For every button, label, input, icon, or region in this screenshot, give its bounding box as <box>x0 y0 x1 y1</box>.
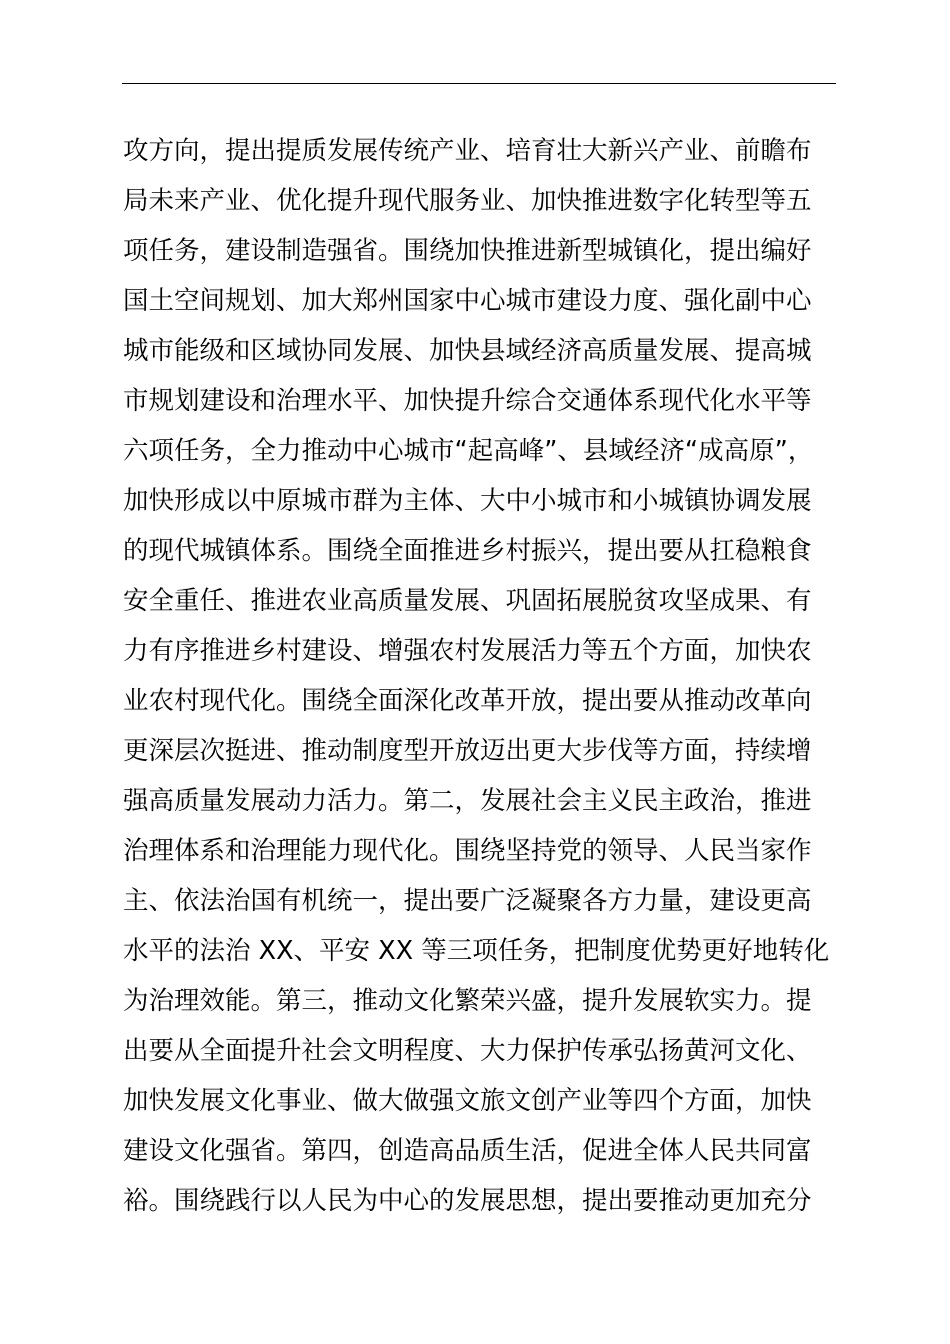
text-line: 城市能级和区域协同发展、加快县域经济高质量发展、提高城 <box>123 336 812 366</box>
text-line: 国土空间规划、加大郑州国家中心城市建设力度、强化副中心 <box>123 286 812 316</box>
text-line: 裕。围绕践行以人民为中心的发展思想，提出要推动更加充分 <box>123 1186 812 1216</box>
text-line: 力有序推进乡村建设、增强农村发展活力等五个方面，加快农 <box>123 636 812 666</box>
text-line: 攻方向，提出提质发展传统产业、培育壮大新兴产业、前瞻布 <box>123 136 812 166</box>
text-line: 主、依法治国有机统一，提出要广泛凝聚各方力量，建设更高 <box>123 886 812 916</box>
text-line: 更深层次挺进、推动制度型开放迈出更大步伐等方面，持续增 <box>123 736 812 766</box>
text-line: 加快发展文化事业、做大做强文旅文创产业等四个方面，加快 <box>123 1086 812 1116</box>
text-line: 强高质量发展动力活力。第二，发展社会主义民主政治，推进 <box>123 786 812 816</box>
text-line: 水平的法治 XX、平安 XX 等三项任务，把制度优势更好地转化 <box>123 936 830 966</box>
text-line: 的现代城镇体系。围绕全面推进乡村振兴，提出要从扛稳粮食 <box>123 536 812 566</box>
text-line: 市规划建设和治理水平、加快提升综合交通体系现代化水平等 <box>123 386 812 416</box>
text-line: 六项任务，全力推动中心城市“起高峰”、县域经济“成高原”， <box>123 436 814 466</box>
text-line: 治理体系和治理能力现代化。围绕坚持党的领导、人民当家作 <box>123 836 812 866</box>
body-text <box>123 126 838 1226</box>
text-line: 加快形成以中原城市群为主体、大中小城市和小城镇协调发展 <box>123 486 812 516</box>
text-line: 项任务，建设制造强省。围绕加快推进新型城镇化，提出编好 <box>123 236 812 266</box>
text-line: 局未来产业、优化提升现代服务业、加快推进数字化转型等五 <box>123 186 812 216</box>
text-line: 出要从全面提升社会文明程度、大力保护传承弘扬黄河文化、 <box>123 1036 812 1066</box>
text-line: 安全重任、推进农业高质量发展、巩固拓展脱贫攻坚成果、有 <box>123 586 812 616</box>
header-rule <box>122 83 836 84</box>
text-line: 为治理效能。第三，推动文化繁荣兴盛，提升发展软实力。提 <box>123 986 812 1016</box>
text-line: 业农村现代化。围绕全面深化改革开放，提出要从推动改革向 <box>123 686 812 716</box>
text-line: 建设文化强省。第四，创造高品质生活，促进全体人民共同富 <box>123 1136 812 1166</box>
